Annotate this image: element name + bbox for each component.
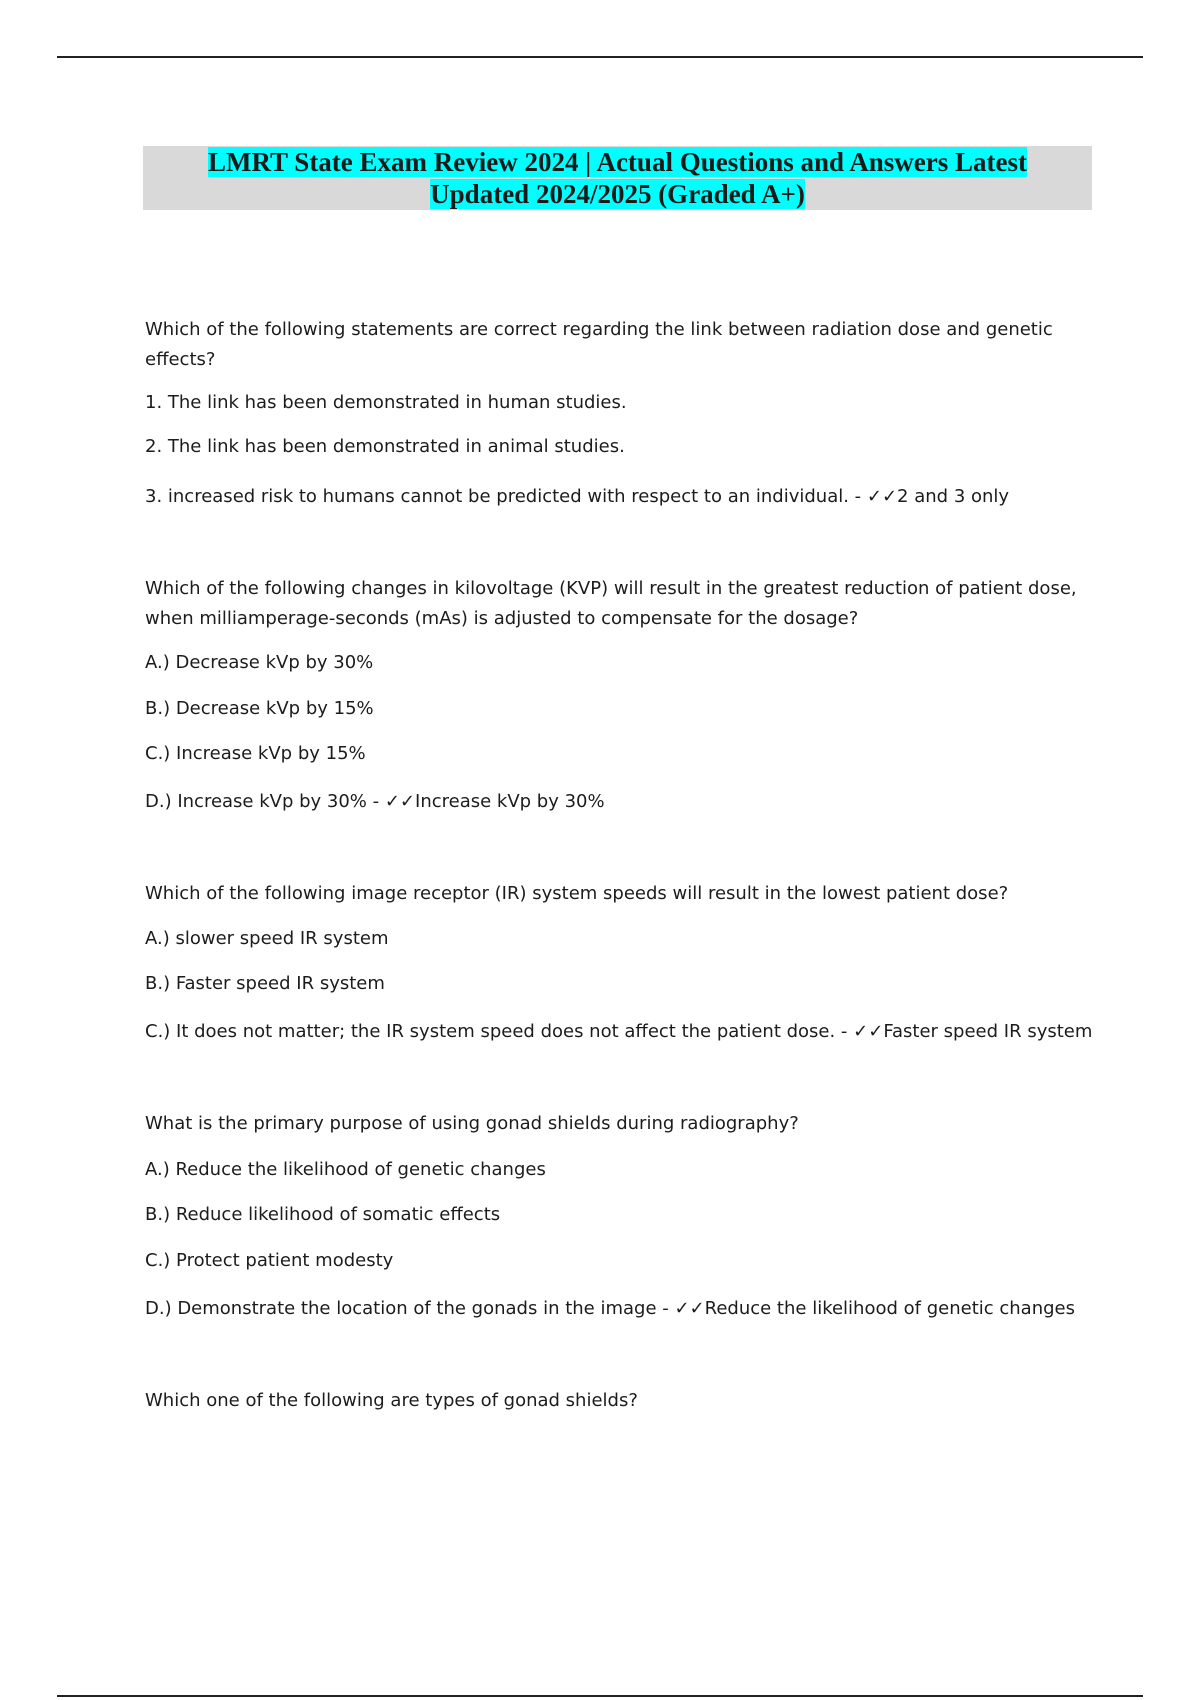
question-option-answer: 3. increased risk to humans cannot be predicted with respect to an individual. - ✓✓2 and 3 only — [145, 486, 1010, 507]
question-option-answer: D.) Increase kVp by 30% - ✓✓Increase kVp by 30% — [145, 791, 605, 812]
question-option: A.) Decrease kVp by 30% — [145, 652, 374, 673]
question-prompt: Which of the following changes in kilovoltage (KVP) will result in the greatest reduction of patient dose, when milliamperage-seconds (mAs) is adjusted to compensate for the dosage? — [145, 578, 1077, 629]
question-option: 1. The link has been demonstrated in human studies. — [145, 392, 627, 413]
question-option: A.) slower speed IR system — [145, 928, 389, 949]
question-option-answer: C.) It does not matter; the IR system speed does not affect the patient dose. - ✓✓Faster speed IR system — [145, 1021, 1093, 1042]
title-line-1: LMRT State Exam Review 2024 | Actual Questions and Answers Latest — [207, 147, 1027, 177]
question-option: A.) Reduce the likelihood of genetic changes — [145, 1159, 546, 1180]
question-prompt: What is the primary purpose of using gonad shields during radiography? — [145, 1113, 799, 1134]
question-option: B.) Faster speed IR system — [145, 973, 385, 994]
question-option-answer: D.) Demonstrate the location of the gonads in the image - ✓✓Reduce the likelihood of genetic changes — [145, 1298, 1075, 1319]
question-option: C.) Protect patient modesty — [145, 1250, 394, 1271]
document-title — [143, 146, 1092, 210]
title-line-2: Updated 2024/2025 (Graded A+) — [430, 179, 805, 209]
question-prompt: Which one of the following are types of gonad shields? — [145, 1390, 638, 1411]
question-prompt: Which of the following image receptor (IR) system speeds will result in the lowest patient dose? — [145, 883, 1009, 904]
question-option: B.) Reduce likelihood of somatic effects — [145, 1204, 501, 1225]
question-option: C.) Increase kVp by 15% — [145, 743, 366, 764]
header-rule — [57, 56, 1143, 58]
question-option: 2. The link has been demonstrated in animal studies. — [145, 436, 625, 457]
question-option: B.) Decrease kVp by 15% — [145, 698, 374, 719]
question-prompt: Which of the following statements are correct regarding the link between radiation dose and genetic effects? — [145, 319, 1053, 370]
footer-rule — [57, 1695, 1143, 1697]
